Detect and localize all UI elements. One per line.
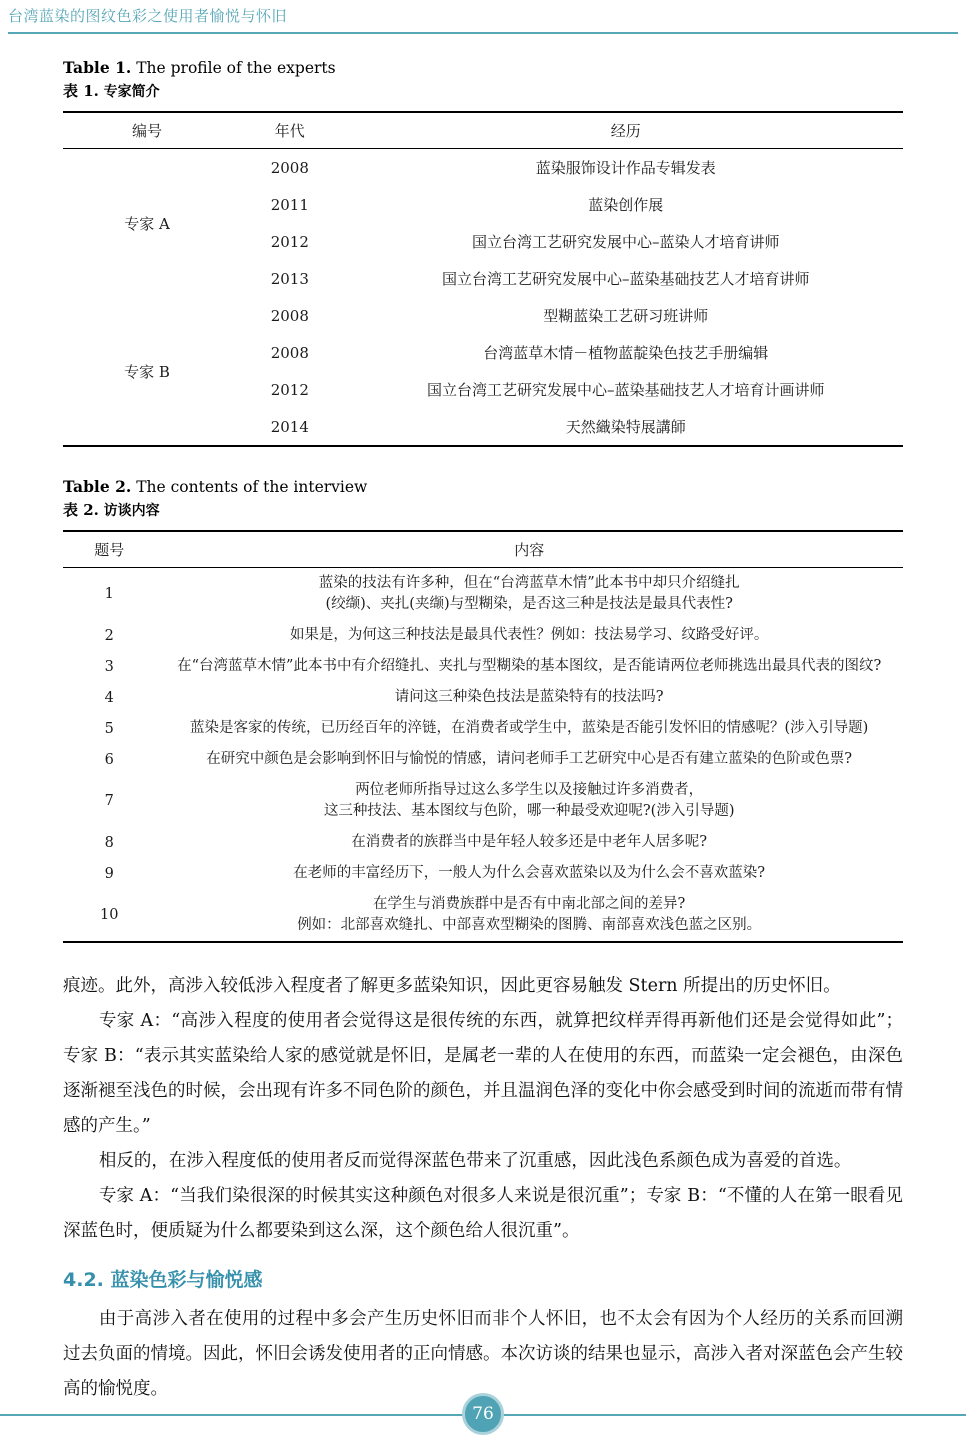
table-row [63,149,903,187]
table2-caption-zh [63,499,903,520]
experience-cell: 台湾蓝草木情－植物蓝靛染色技艺手册编辑 [483,344,769,362]
table2-caption-en-label: Table 2. [63,477,132,496]
table1-caption-zh-label: 表 1. [63,82,99,100]
paragraph: 专家 A：“高涉入程度的使用者会觉得这是很传统的东西，就算把纹样弄得再新他们还是会觉得如此”；专家 B：“表示其实蓝染给人家的感觉就是怀旧，是属老一辈的人在使用的东西，而蓝染一定会褪色，由深色逐渐褪至浅色的时候，会出现有许多不同色阶的颜色，并且温润色泽的变化中你会感受到时间的流逝而带有情感的产生。” [63,1011,903,1137]
table2-caption-zh-text: 访谈内容 [103,503,160,519]
question-content-cell [155,889,903,942]
year-cell: 2008 [270,343,309,362]
question-number-cell: 6 [104,751,114,768]
question-line: (绞缬)、夹扎(夹缬)与型糊染，是否这三种是技法是最具代表性? [325,596,733,613]
table2-caption [63,477,903,520]
question-line: 蓝染的技法有许多种，但在“台湾蓝草木情”此本书中却只介绍缝扎 [318,575,740,591]
question-line: 两位老师所指导过这么多学生以及接触过许多消费者， [355,782,704,799]
table-row [63,620,903,651]
page-content [0,58,966,1407]
question-number-cell: 1 [104,586,114,603]
question-number-cell: 5 [104,720,114,737]
paragraph: 痕迹。此外，高涉入较低涉入程度者了解更多蓝染知识，因此更容易触发 Stern 所提出的历史怀旧。 [63,976,841,997]
year-cell: 2008 [270,158,309,177]
table1-header-row [63,112,903,149]
table-row [63,713,903,744]
table1-col-header-id: 编号 [63,112,231,149]
running-head [0,0,966,34]
table-row [63,651,903,682]
table-row [63,827,903,858]
year-cell: 2013 [270,269,309,288]
question-number-cell: 4 [104,689,114,706]
running-title: 台湾蓝染的图纹色彩之使用者愉悦与怀旧 [8,7,288,25]
table-row [63,858,903,889]
table2-col-header-num: 题号 [63,531,155,568]
year-cell: 2014 [270,417,309,436]
paragraph: 专家 A：“当我们染很深的时候其实这种颜色对很多人来说是很沉重”；专家 B：“不懂的人在第一眼看见深蓝色时，便质疑为什么都要染到这么深，这个颜色给人很沉重”。 [63,1186,903,1242]
question-number-cell: 9 [104,865,114,882]
paragraph: 相反的，在涉入程度低的使用者反而觉得深蓝色带来了沉重感，因此浅色系颜色成为喜爱的首选。 [98,1151,852,1172]
experience-cell: 蓝染服饰设计作品专辑发表 [535,159,716,177]
header-rule [8,32,958,34]
table-row [63,775,903,827]
page-number: 76 [472,1404,494,1424]
section-heading: 4.2. 蓝染色彩与愉悦感 [63,1269,263,1292]
body-text [63,969,903,1407]
question-line: 蓝染是客家的传统，已历经百年的淬链，在消费者或学生中，蓝染是否能引发怀旧的情感呢？(涉入引导题) [190,720,869,737]
year-cell: 2011 [270,195,309,214]
expert-cell: 专家 B [124,362,170,381]
table-row [63,568,903,621]
table2-caption-en [63,477,903,496]
table2-col-header-content: 内容 [155,531,903,568]
table-row [63,744,903,775]
question-line: 请问这三种染色技法是蓝染特有的技法吗? [394,689,664,706]
table1-caption-en [63,58,903,77]
table2-header-row [63,531,903,568]
experience-cell: 国立台湾工艺研究发展中心–蓝染基础技艺人才培育讲师 [442,270,810,288]
year-cell: 2012 [270,232,309,251]
experience-cell: 天然織染特展講師 [565,418,686,436]
question-line: 在研究中颜色是会影响到怀旧与愉悦的情感，请问老师手工艺研究中心是否有建立蓝染的色阶或色票? [206,751,853,768]
question-line: 在学生与消费族群中是否有中南北部之间的差异? [373,896,686,913]
table1-caption-zh [63,80,903,101]
table1-caption-en-text: The profile of the experts [136,59,336,77]
question-content-cell [155,713,903,744]
expert-cell: 专家 A [124,214,170,233]
question-number-cell: 3 [104,658,114,675]
experience-cell: 型糊蓝染工艺研习班讲师 [543,307,709,325]
question-content-cell [155,568,903,621]
table2-caption-zh-label: 表 2. [63,501,99,519]
table1-col-header-exp: 经历 [349,112,903,149]
table-row [63,682,903,713]
question-line: 如果是，为何这三种技法是最具代表性？例如：技法易学习、纹路受好评。 [289,627,769,644]
year-cell: 2008 [270,306,309,325]
question-number-cell: 10 [99,907,119,924]
table-row [63,297,903,334]
question-number-cell: 7 [104,793,114,810]
experience-cell: 国立台湾工艺研究发展中心–蓝染人才培育讲师 [472,233,780,251]
question-line: 在“台湾蓝草木情”此本书中有介绍缝扎、夹扎与型糊染的基本图纹，是否能请两位老师挑选出最具代表的图纹? [177,658,882,675]
question-content-cell [155,858,903,889]
question-content-cell [155,651,903,682]
question-content-cell [155,682,903,713]
question-number-cell: 8 [104,834,114,851]
question-line: 在消费者的族群当中是年轻人较多还是中老年人居多呢? [351,834,708,851]
question-content-cell [155,620,903,651]
experience-cell: 蓝染创作展 [588,196,664,214]
question-line: 例如：北部喜欢缝扎、中部喜欢型糊染的图腾、南部喜欢浅色蓝之区别。 [297,917,762,934]
page-number-badge [462,1393,504,1435]
table1-caption-en-label: Table 1. [63,58,132,77]
question-content-cell [155,775,903,827]
experience-cell: 国立台湾工艺研究发展中心–蓝染基础技艺人才培育计画讲师 [427,381,825,399]
question-line: 在老师的丰富经历下，一般人为什么会喜欢蓝染以及为什么会不喜欢蓝染? [293,865,766,882]
question-content-cell [155,827,903,858]
experts-table [63,111,903,447]
year-cell: 2012 [270,380,309,399]
page-footer [0,1390,966,1438]
question-content-cell [155,744,903,775]
table-row [63,889,903,942]
table2-caption-en-text: The contents of the interview [136,478,368,496]
table1-caption-zh-text: 专家简介 [103,84,160,100]
table1-col-header-year: 年代 [231,112,349,149]
question-line: 这三种技法、基本图纹与色阶，哪一种最受欢迎呢?(涉入引导题) [323,803,735,820]
table1-caption [63,58,903,101]
paragraph: 由于高涉入者在使用的过程中多会产生历史怀旧而非个人怀旧，也不太会有因为个人经历的关系而回溯过去负面的情境。因此，怀旧会诱发使用者的正向情感。本次访谈的结果也显示，高涉入者对深蓝色会产生较高的愉悦度。 [63,1309,903,1400]
question-number-cell: 2 [104,627,114,644]
interview-table [63,530,903,943]
